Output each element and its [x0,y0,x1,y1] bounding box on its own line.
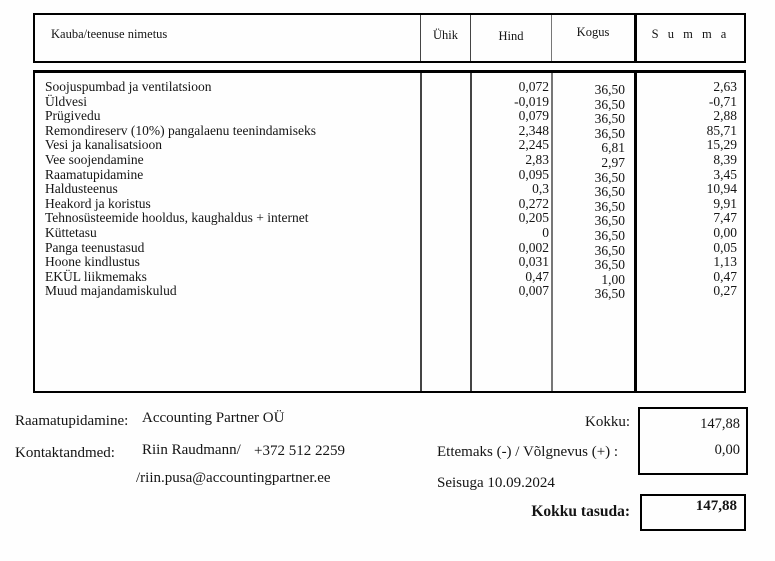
table-row [35,80,744,95]
cell-sum: 2,88 [713,108,737,124]
cell-unit [420,80,470,95]
as-of-date: Seisuga 10.09.2024 [437,475,555,491]
cell-sum: 85,71 [706,122,737,138]
total-value: 147,88 [700,416,740,432]
cell-qty: 36,50 [594,125,625,141]
accounting-label: Raamatupidamine: [15,413,129,429]
amount-due-label: Kokku tasuda: [531,503,630,520]
cell-unit [420,95,470,110]
contact-email: /riin.pusa@accountingpartner.ee [136,470,331,486]
cell-unit [420,226,470,241]
cell-price: 0,205 [518,210,549,226]
cell-price: 0,002 [518,239,549,255]
cell-price: 2,348 [518,122,549,138]
cell-name: Tehnosüsteemide hooldus, kaughaldus + internet [45,210,309,226]
cell-name: Remondireserv (10%) pangalaenu teenindamiseks [45,122,317,138]
table-row [35,95,744,110]
cell-sum: 0,47 [713,268,737,284]
table-rows [35,79,744,302]
cell-unit [420,255,470,270]
cell-name: Haldusteenus [45,181,118,197]
cell-price: 0,079 [518,108,549,124]
cell-qty: 36,50 [594,82,625,97]
cell-qty: 36,50 [594,227,625,243]
table-row [35,226,744,241]
cell-qty: 36,50 [594,111,625,127]
cell-sum: 9,91 [713,195,737,211]
table-body [33,70,746,393]
cell-name: Üldvesi [45,93,87,109]
column-header-sum: S u m m a [634,15,744,61]
cell-name: Panga teenustasud [45,239,145,255]
table-row [35,210,744,229]
cell-sum: 8,39 [713,151,737,167]
cell-sum: -0,71 [708,93,737,109]
cell-price: 0,095 [518,166,549,182]
amount-due-value: 147,88 [695,498,737,514]
column-header-quantity: Kogus [551,15,634,61]
table-row [35,283,744,302]
table-row [35,181,744,200]
cell-unit [420,241,470,256]
cell-price: 0 [542,224,549,240]
amount-due-box [640,494,746,531]
cell-sum: 0,05 [713,239,737,255]
cell-unit [420,270,470,285]
cell-name: EKÜL liikmemaks [45,268,147,284]
table-row [35,124,744,139]
cell-qty: 36,50 [594,286,625,302]
cell-sum: 3,45 [713,166,737,182]
table-header-row [33,13,746,63]
cell-unit [420,197,470,212]
cell-price: 0,007 [518,283,549,299]
column-header-price: Hind [470,15,551,61]
cell-name: Prügivedu [45,108,101,124]
cell-sum: 0,27 [713,283,737,299]
contact-phone: +372 512 2259 [254,443,345,459]
accounting-company: Accounting Partner OÜ [142,410,285,426]
cell-unit [420,284,470,299]
prepayment-value: 0,00 [714,442,740,458]
cell-unit [420,124,470,139]
cell-sum: 15,29 [706,137,737,153]
cell-sum: 0,00 [713,224,737,240]
cell-name: Raamatupidamine [45,166,144,182]
cell-sum: 7,47 [713,210,737,226]
cell-qty: 36,50 [594,213,625,229]
cell-unit [420,153,470,168]
cell-price: 2,245 [518,137,549,153]
cell-qty: 6,81 [601,140,625,156]
cell-name: Hoone kindlustus [45,254,140,270]
cell-qty: 36,50 [594,198,625,214]
table-row [35,153,744,168]
table-row [35,241,744,256]
prepayment-label: Ettemaks (-) / Võlgnevus (+) : [437,444,619,460]
contact-person: Riin Raudmann/ [142,442,241,458]
cell-qty: 1,00 [601,271,625,287]
cell-price: 0,072 [518,79,549,94]
table-row [35,254,744,273]
cell-name: Soojuspumbad ja ventilatsioon [45,79,212,94]
cell-unit [420,138,470,153]
cell-price: 0,031 [518,254,549,270]
cell-name: Vee soojendamine [45,151,144,167]
cell-price: 0,3 [532,181,549,197]
total-label: Kokku: [585,414,630,430]
cell-unit [420,109,470,124]
cell-qty: 36,50 [594,96,625,112]
cell-price: 0,272 [518,195,549,211]
cell-qty: 2,97 [601,154,625,170]
cell-price: -0,019 [514,93,549,109]
column-header-unit: Ühik [420,15,470,61]
cell-name: Heakord ja koristus [45,195,151,211]
column-header-name: Kauba/teenuse nimetus [51,27,168,41]
cell-name: Vesi ja kanalisatsioon [45,137,162,153]
totals-box [638,407,748,475]
table-row [35,168,744,183]
cell-sum: 2,63 [713,79,737,94]
cell-unit [420,182,470,197]
table-row [35,197,744,212]
table-row [35,270,744,285]
cell-qty: 36,50 [594,169,625,185]
cell-unit [420,211,470,226]
cell-unit [420,168,470,183]
cell-sum: 10,94 [706,181,737,197]
cell-qty: 36,50 [594,242,625,258]
cell-sum: 1,13 [713,254,737,270]
cell-name: Muud majandamiskulud [45,283,177,299]
cell-name: Küttetasu [45,224,97,240]
contact-label: Kontaktandmed: [15,445,115,461]
table-row [35,108,744,127]
cell-qty: 36,50 [594,184,625,200]
table-row [35,137,744,156]
cell-price: 2,83 [525,151,549,167]
cell-price: 0,47 [525,268,549,284]
cell-qty: 36,50 [594,257,625,273]
